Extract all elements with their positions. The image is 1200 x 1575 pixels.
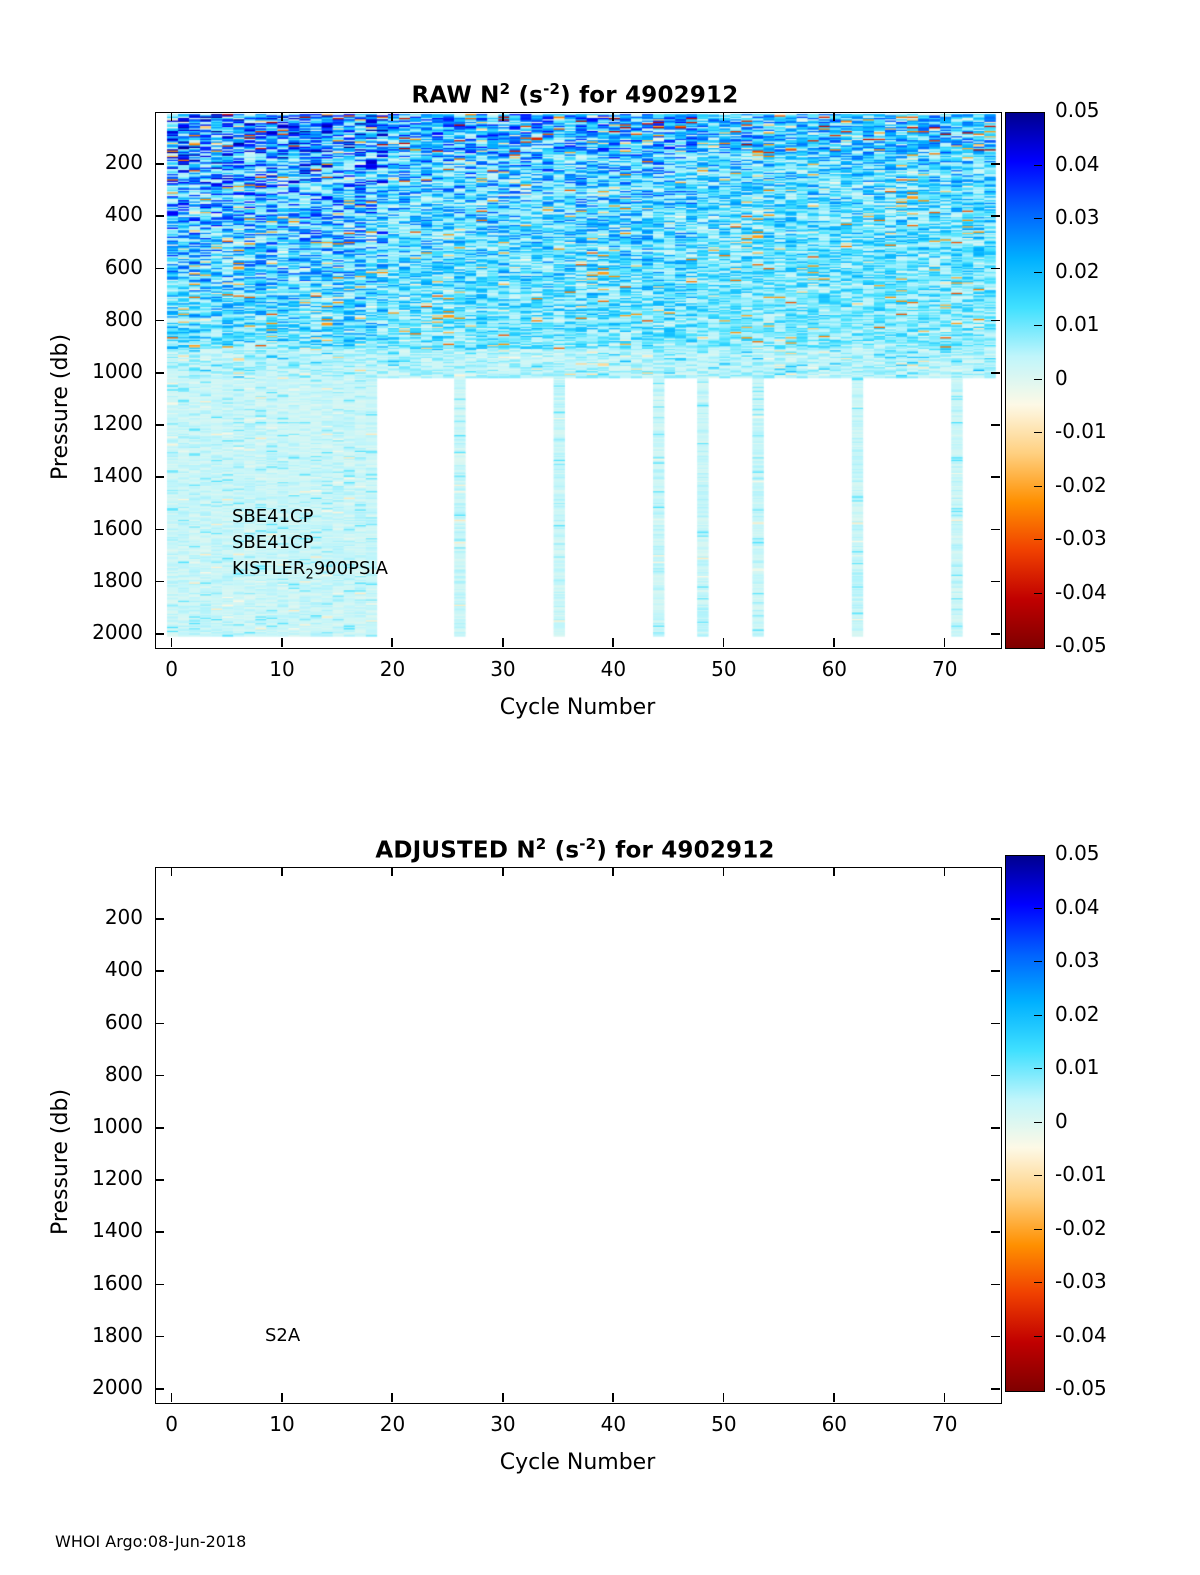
adjusted-y-tick-mark-right: [991, 1284, 1000, 1286]
raw-colorbar-tick: [1034, 325, 1042, 326]
raw-colorbar-tick: [1034, 165, 1042, 166]
adjusted-x-tick-mark: [723, 1393, 725, 1402]
adjusted-colorbar-tick: [1034, 1175, 1042, 1176]
adjusted-x-tick-mark-top: [502, 867, 504, 876]
adjusted-colorbar-tick-label: -0.03: [1055, 1269, 1107, 1293]
adjusted-y-tick-label: 800: [104, 1061, 143, 1086]
raw-x-axis-label: Cycle Number: [499, 695, 656, 720]
adjusted-y-axis-label: Pressure (db): [48, 1088, 73, 1235]
raw-colorbar-tick-label: -0.02: [1055, 472, 1107, 497]
adjusted-x-tick-label: 40: [600, 1412, 627, 1436]
raw-y-tick-mark-right: [991, 633, 1000, 635]
adjusted-y-tick-mark: [155, 1023, 164, 1025]
raw-x-tick-mark-top: [502, 112, 504, 121]
raw-x-tick-label: 50: [711, 657, 737, 681]
adjusted-x-tick-mark: [281, 1393, 283, 1402]
adjusted-colorbar-tick: [1034, 961, 1042, 962]
adjusted-y-tick-label: 2000: [92, 1374, 143, 1399]
raw-colorbar-tick-label: 0.02: [1055, 258, 1100, 283]
raw-x-tick-mark: [833, 638, 835, 647]
raw-y-tick-label: 800: [104, 306, 143, 331]
raw-y-tick-mark-right: [991, 372, 1000, 374]
adj-title-suffix: ) for 4902912: [596, 837, 775, 864]
panel-raw: [0, 0, 1200, 760]
adjusted-x-tick-mark-top: [612, 867, 614, 876]
adjusted-x-tick-label: 70: [932, 1412, 958, 1436]
raw-y-tick-label: 1600: [92, 515, 143, 540]
raw-y-tick-mark: [155, 320, 164, 322]
adjusted-colorbar-tick-label: 0: [1055, 1108, 1068, 1133]
adjusted-colorbar-tick-label: -0.04: [1055, 1322, 1107, 1347]
adjusted-x-tick-mark-top: [833, 867, 835, 876]
adjusted-y-tick-mark-right: [991, 1127, 1000, 1129]
raw-x-tick-mark-top: [944, 112, 946, 121]
raw-y-tick-label: 1400: [92, 463, 143, 488]
adj-title-sup2: -2: [579, 835, 597, 853]
raw-y-tick-mark-right: [991, 163, 1000, 165]
raw-colorbar-tick-label: 0.04: [1055, 151, 1100, 176]
raw-y-tick-mark: [155, 529, 164, 531]
adjusted-x-tick-mark-top: [723, 867, 725, 876]
raw-x-tick-mark: [612, 638, 614, 647]
raw-annotation-2: [232, 558, 388, 583]
raw-title-sup1: 2: [499, 80, 511, 98]
adjusted-colorbar-tick-label: -0.01: [1055, 1162, 1107, 1186]
raw-colorbar-tick-label: 0.05: [1055, 98, 1100, 122]
raw-colorbar-tick-label: 0: [1055, 365, 1068, 390]
adj-title-sup1: 2: [535, 835, 547, 853]
raw-y-tick-mark-right: [991, 529, 1000, 531]
raw-colorbar-tick: [1034, 486, 1042, 487]
raw-y-tick-label: 2000: [92, 619, 143, 644]
raw-x-tick-label: 0: [165, 657, 178, 681]
adjusted-heatmap-canvas: [156, 868, 1001, 1403]
adjusted-y-tick-label: 1000: [92, 1113, 143, 1138]
adjusted-y-tick-mark: [155, 1388, 164, 1390]
raw-y-tick-mark-right: [991, 476, 1000, 478]
adjusted-y-tick-mark: [155, 970, 164, 972]
adjusted-colorbar-tick: [1034, 1229, 1042, 1230]
adjusted-x-tick-mark: [502, 1393, 504, 1402]
raw-annotation-2-text2: 900PSIA: [313, 558, 388, 579]
adjusted-colorbar-tick: [1034, 1282, 1042, 1283]
raw-title-suffix: ) for 4902912: [560, 82, 739, 109]
adjusted-y-tick-label: 600: [104, 1009, 143, 1034]
raw-y-tick-mark-right: [991, 320, 1000, 322]
adj-title-prefix: ADJUSTED N: [375, 837, 536, 864]
raw-title-prefix: RAW N: [411, 82, 500, 109]
adjusted-y-tick-mark-right: [991, 1388, 1000, 1390]
adjusted-colorbar-tick: [1034, 1336, 1042, 1337]
raw-colorbar-gradient: [1006, 113, 1044, 648]
raw-annotation-1: SBE41CP: [232, 532, 314, 553]
adjusted-y-tick-label: 1400: [92, 1218, 143, 1243]
adjusted-colorbar-tick-label: 0.04: [1055, 894, 1100, 919]
raw-y-tick-label: 1200: [92, 411, 143, 436]
adjusted-colorbar-tick-label: 0.01: [1055, 1055, 1100, 1079]
raw-x-tick-mark: [723, 638, 725, 647]
raw-y-tick-mark: [155, 581, 164, 583]
raw-title-sup2: -2: [543, 80, 561, 98]
raw-y-tick-mark-right: [991, 268, 1000, 270]
adjusted-y-tick-mark: [155, 1075, 164, 1077]
raw-y-tick-label: 1000: [92, 358, 143, 383]
raw-annotation-0: SBE41CP: [232, 506, 314, 527]
raw-y-tick-label: 200: [104, 150, 143, 175]
raw-y-tick-mark: [155, 372, 164, 374]
raw-x-tick-mark-top: [612, 112, 614, 121]
adjusted-colorbar-tick-label: 0.03: [1055, 948, 1100, 972]
adjusted-y-tick-label: 400: [104, 957, 143, 982]
adjusted-x-tick-label: 30: [490, 1412, 516, 1436]
raw-y-tick-mark: [155, 476, 164, 478]
raw-x-tick-mark: [171, 638, 173, 647]
adjusted-x-axis-label: Cycle Number: [499, 1450, 656, 1475]
adjusted-x-tick-mark: [833, 1393, 835, 1402]
raw-y-tick-mark: [155, 424, 164, 426]
raw-x-tick-mark: [281, 638, 283, 647]
raw-x-tick-mark: [944, 638, 946, 647]
adjusted-y-tick-mark: [155, 1284, 164, 1286]
raw-y-tick-mark-right: [991, 581, 1000, 583]
raw-colorbar-tick-label: -0.01: [1055, 419, 1107, 443]
raw-x-tick-mark: [502, 638, 504, 647]
adj-title-mid: (s: [546, 837, 580, 864]
adjusted-colorbar-tick-label: 0.02: [1055, 1001, 1100, 1026]
adjusted-y-tick-mark: [155, 1179, 164, 1181]
adjusted-x-tick-label: 0: [165, 1412, 178, 1436]
adjusted-y-tick-mark-right: [991, 1336, 1000, 1338]
adjusted-x-tick-label: 20: [379, 1412, 406, 1436]
adjusted-colorbar-tick: [1034, 1068, 1042, 1069]
adjusted-y-tick-mark: [155, 1336, 164, 1338]
adjusted-x-tick-mark-top: [944, 867, 946, 876]
raw-y-tick-mark: [155, 163, 164, 165]
adjusted-y-tick-label: 1600: [92, 1270, 143, 1295]
raw-x-tick-label: 30: [490, 657, 516, 681]
adjusted-y-tick-label: 1200: [92, 1166, 143, 1191]
raw-y-tick-mark: [155, 268, 164, 270]
raw-x-tick-mark-top: [281, 112, 283, 121]
raw-x-tick-mark-top: [391, 112, 393, 121]
adjusted-colorbar-tick: [1034, 1122, 1042, 1123]
raw-colorbar-tick-label: -0.03: [1055, 526, 1107, 550]
adjusted-x-tick-mark: [171, 1393, 173, 1402]
raw-x-tick-label: 20: [379, 657, 406, 681]
raw-colorbar-tick-label: -0.04: [1055, 579, 1107, 604]
adjusted-x-tick-mark: [612, 1393, 614, 1402]
raw-x-tick-label: 10: [269, 657, 295, 681]
figure-footer: WHOI Argo:08-Jun-2018: [55, 1532, 247, 1551]
raw-y-tick-mark: [155, 215, 164, 217]
raw-colorbar-tick-label: 0.01: [1055, 312, 1100, 336]
adjusted-colorbar: [1005, 855, 1045, 1392]
adjusted-colorbar-tick: [1034, 1015, 1042, 1016]
adjusted-plot-title: [150, 835, 1000, 864]
raw-y-tick-mark-right: [991, 215, 1000, 217]
raw-x-tick-mark-top: [833, 112, 835, 121]
adjusted-y-tick-mark-right: [991, 918, 1000, 920]
adjusted-y-tick-mark-right: [991, 1023, 1000, 1025]
adjusted-heatmap-axes: [155, 867, 1002, 1404]
adjusted-y-tick-label: 200: [104, 905, 143, 930]
adjusted-x-tick-label: 60: [821, 1412, 848, 1436]
adjusted-colorbar-tick-label: -0.02: [1055, 1215, 1107, 1240]
adjusted-y-tick-mark-right: [991, 1231, 1000, 1233]
raw-x-tick-mark-top: [171, 112, 173, 121]
raw-colorbar-tick: [1034, 379, 1042, 380]
adjusted-x-tick-mark: [944, 1393, 946, 1402]
raw-y-axis-label: Pressure (db): [48, 333, 73, 480]
adjusted-x-tick-mark-top: [171, 867, 173, 876]
adjusted-annotation-0: S2A: [265, 1325, 301, 1346]
adjusted-x-tick-label: 50: [711, 1412, 737, 1436]
adjusted-y-tick-label: 1800: [92, 1322, 143, 1347]
adjusted-y-tick-mark: [155, 918, 164, 920]
raw-colorbar-tick-label: -0.05: [1055, 633, 1107, 657]
raw-y-tick-label: 600: [104, 254, 143, 279]
raw-y-tick-mark-right: [991, 424, 1000, 426]
adjusted-colorbar-gradient: [1006, 856, 1044, 1391]
raw-y-tick-label: 400: [104, 202, 143, 227]
raw-y-tick-label: 1800: [92, 567, 143, 592]
raw-colorbar: [1005, 112, 1045, 649]
adjusted-y-tick-mark-right: [991, 1075, 1000, 1077]
raw-x-tick-mark: [391, 638, 393, 647]
adjusted-colorbar-tick-label: -0.05: [1055, 1376, 1107, 1400]
panel-adjusted: [0, 760, 1200, 1520]
raw-x-tick-label: 60: [821, 657, 848, 681]
raw-colorbar-tick-label: 0.03: [1055, 205, 1100, 229]
adjusted-y-tick-mark: [155, 1231, 164, 1233]
adjusted-x-tick-mark-top: [281, 867, 283, 876]
raw-x-tick-mark-top: [723, 112, 725, 121]
raw-colorbar-tick: [1034, 272, 1042, 273]
raw-x-tick-label: 70: [932, 657, 958, 681]
adjusted-colorbar-tick-label: 0.05: [1055, 841, 1100, 865]
raw-colorbar-tick: [1034, 593, 1042, 594]
adjusted-y-tick-mark: [155, 1127, 164, 1129]
raw-x-tick-label: 40: [600, 657, 627, 681]
adjusted-x-tick-mark-top: [391, 867, 393, 876]
raw-colorbar-tick: [1034, 539, 1042, 540]
adjusted-x-tick-label: 10: [269, 1412, 295, 1436]
raw-annotation-2-text: KISTLER: [232, 558, 306, 579]
adjusted-colorbar-tick: [1034, 908, 1042, 909]
raw-colorbar-tick: [1034, 432, 1042, 433]
raw-plot-title: [150, 80, 1000, 109]
adjusted-y-tick-mark-right: [991, 970, 1000, 972]
raw-annotation-2-sub: 2: [305, 567, 314, 583]
adjusted-y-tick-mark-right: [991, 1179, 1000, 1181]
raw-y-tick-mark: [155, 633, 164, 635]
raw-colorbar-tick: [1034, 218, 1042, 219]
raw-title-mid: (s: [510, 82, 544, 109]
adjusted-x-tick-mark: [391, 1393, 393, 1402]
